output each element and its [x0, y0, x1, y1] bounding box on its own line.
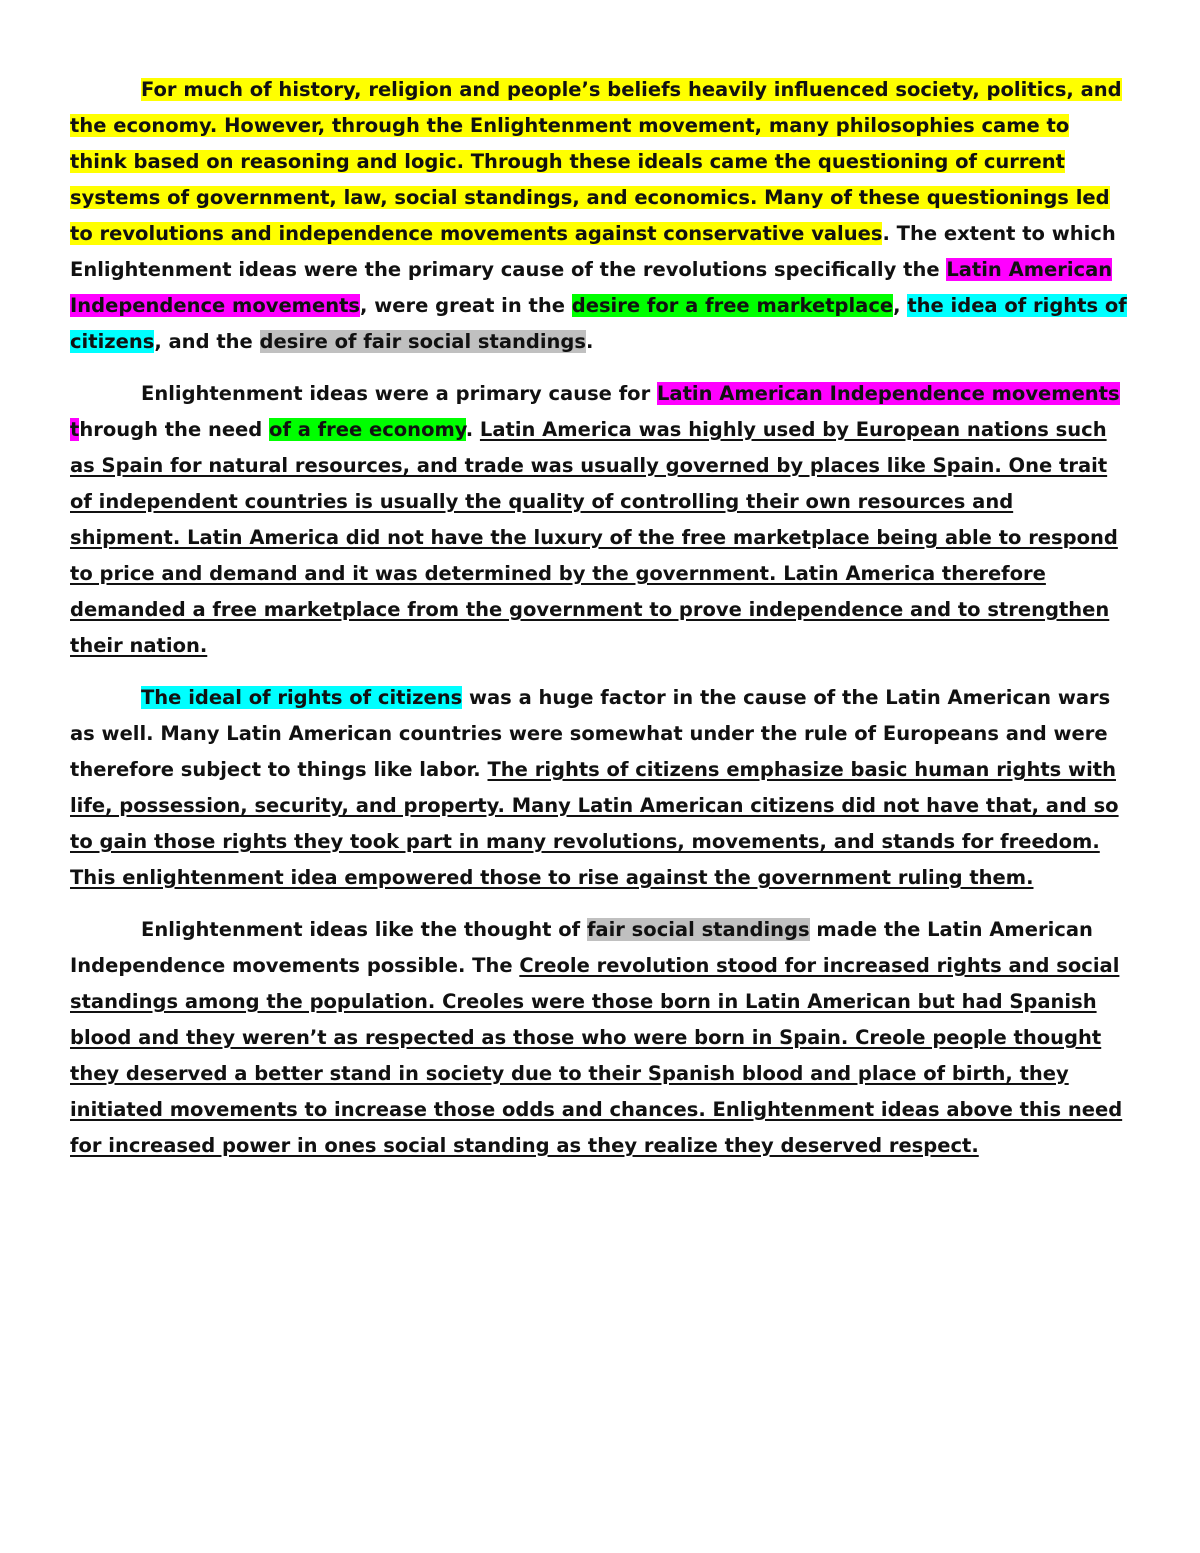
- underlined-evidence: Latin America was highly used by European nations such as Spain for natural resources, and trade was usually governed by places like Spain. One trait of independent countries is usually the quality of controlling their own resources and shipment. Latin America did not have the luxury of the free marketplace being able to respond to price and demand and it was determined by the government. Latin America therefore demanded a free marketplace from the government to prove independence and to strengthen their nation.: [70, 418, 1118, 657]
- underlined-evidence: The rights of citizens emphasize basic human rights with life, possession, security, and property. Many Latin American citizens did not have that, and so to gain those rights they took part in many revolutions, movements, and stands for freedom. This enlightenment idea empowered those to rise against the government ruling them.: [70, 758, 1119, 889]
- text-run: , were great in the: [360, 294, 572, 317]
- text-run: Enlightenment ideas like the thought of: [141, 918, 587, 941]
- highlighted-free-economy: of a free economy: [269, 418, 466, 441]
- highlighted-fair-social-standings: desire of fair social standings: [259, 330, 586, 353]
- text-run: hrough the need: [79, 418, 270, 441]
- highlighted-rights-of-citizens: The ideal of rights of citizens: [141, 686, 463, 709]
- highlighted-fair-social-standings: fair social standings: [586, 918, 810, 941]
- text-run: made the Latin American Independence movements possible. The: [70, 918, 1093, 977]
- text-run: ,: [893, 294, 908, 317]
- text-run: . The extent to which Enlightenment ideas were the primary cause of the revolutions specifically the: [70, 222, 1116, 281]
- paragraph-rights-of-citizens: [70, 680, 1130, 896]
- highlighted-latin-american-movements: Latin American Independence movements t: [70, 382, 1120, 441]
- highlighted-free-marketplace: desire for a free marketplace: [571, 294, 894, 317]
- paragraph-introduction: [70, 72, 1130, 360]
- text-run: Enlightenment ideas were a primary cause for: [141, 382, 657, 405]
- paragraph-free-economy: [70, 376, 1130, 664]
- underlined-evidence: Creole revolution stood for increased rights and social standings among the population. Creoles were those born in Latin American but had Spanish blood and they weren’t as respected as those who were born in Spain. Creole people thought they deserved a better stand in society due to their Spanish blood and place of birth, they initiated movements to increase those odds and chances. Enlightenment ideas above this need for increased power in ones social standing as they realize they deserved respect.: [70, 954, 1123, 1157]
- text-run: .: [585, 330, 594, 353]
- text-run: was a huge factor in the cause of the Latin American wars as well. Many Latin American countries were somewhat under the rule of Europeans and were therefore subject to things like labor.: [70, 686, 1111, 781]
- highlighted-rights-of-citizens: the idea of rights of citizens: [70, 294, 1127, 353]
- text-run: .: [465, 418, 480, 441]
- highlighted-thesis-context: For much of history, religion and people’s beliefs heavily influenced society, politics, and the economy. However, through the Enlightenment movement, many philosophies came to think based on reasoning and logic. Through these ideals came the questioning of current systems of government, law, social standings, and economics. Many of these questionings led to revolutions and independence movements against conservative values: [70, 78, 1122, 245]
- text-run: , and the: [154, 330, 260, 353]
- highlighted-latin-american-movements: Latin American Independence movements: [70, 258, 1113, 317]
- paragraph-social-standings: [70, 912, 1130, 1164]
